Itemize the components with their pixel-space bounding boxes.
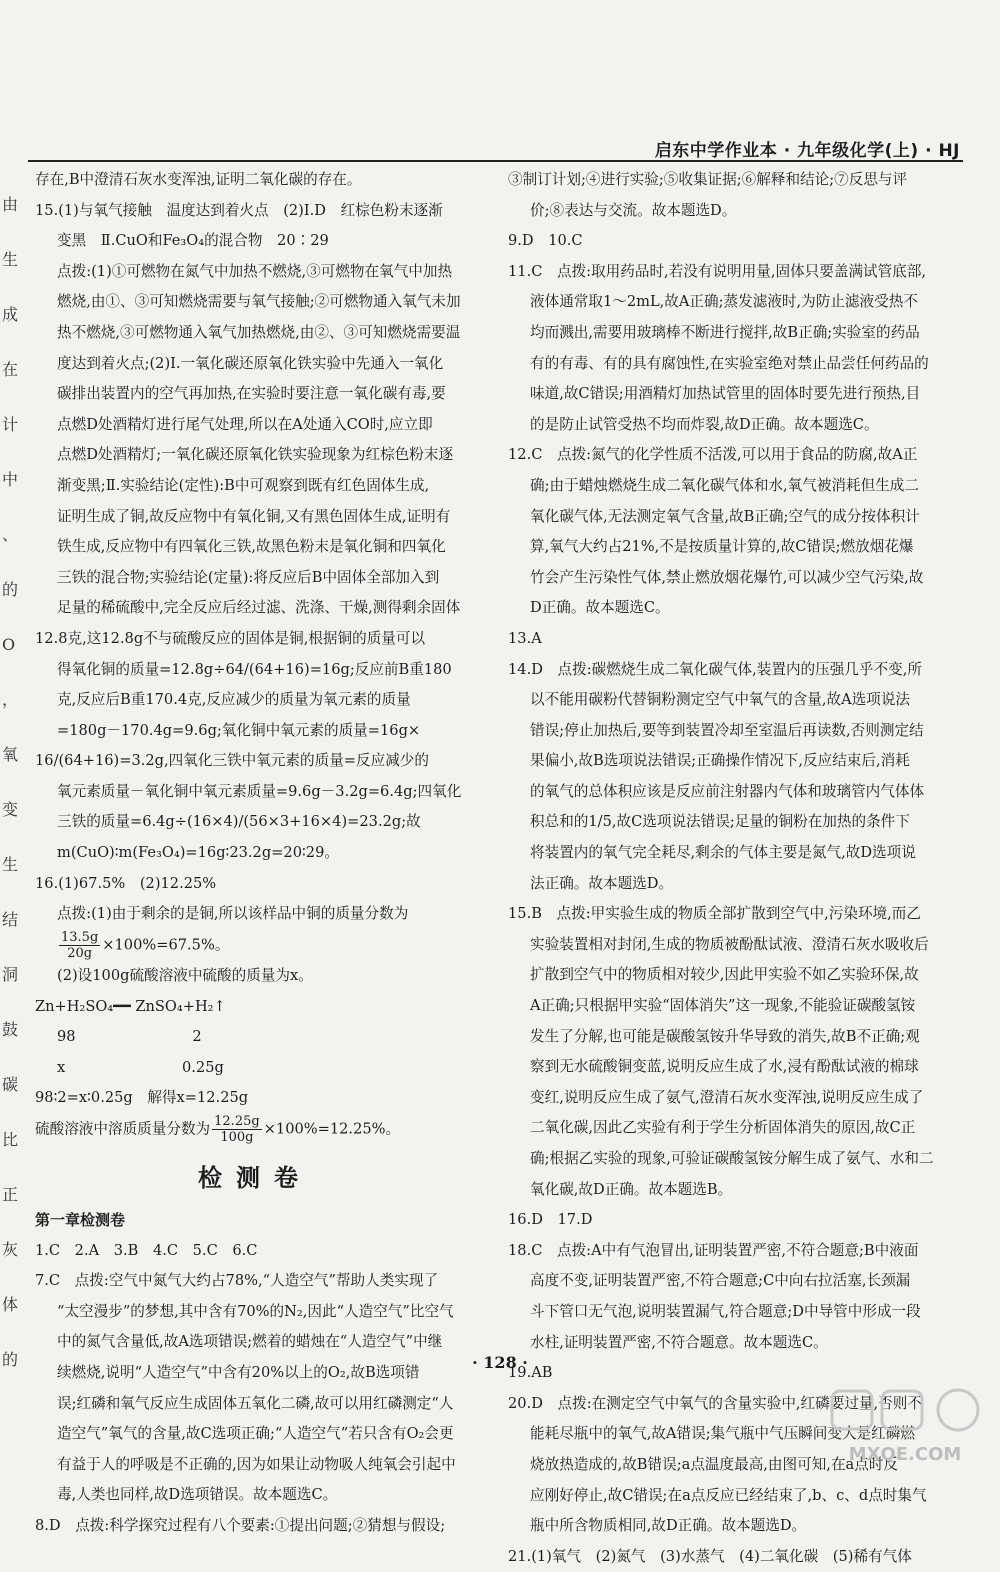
text-line: 以不能用碳粉代替铜粉测定空气中氧气的含量,故A选项说法: [530, 691, 911, 709]
text-line: 11.C 点拨:取用药品时,若没有说明用量,固体只要盖满试管底部,: [508, 262, 927, 280]
text-line: 18.C 点拨:A中有气泡冒出,证明装置严密,不符合题意;B中液面: [508, 1241, 919, 1259]
text-line: 氧化碳气体,无法测定氧气含量,故B正确;空气的成分按体积计: [530, 507, 920, 525]
text-line: 15.(1)与氧气接触 温度达到着火点 (2)Ⅰ.D 红棕色粉末逐渐: [35, 201, 443, 219]
margin-char: 生: [2, 855, 19, 874]
text-line: m(CuO)∶m(Fe₃O₄)=16g∶23.2g=20∶29。: [57, 844, 339, 862]
text-line: 造空气”氧气的含量,故C选项正确;“人造空气”若只含有O₂会更: [57, 1425, 454, 1443]
margin-char: 氧: [2, 745, 19, 764]
text-line: 铁生成,反应物中有四氧化三铁,故黑色粉末是氧化铜和四氧化: [57, 538, 446, 556]
text-line: 变红,说明反应生成了氨气,澄清石灰水变浑浊,说明反应生成了: [530, 1088, 924, 1106]
margin-char: 成: [2, 305, 19, 324]
text-line: 竹会产生污染性气体,禁止燃放烟花爆竹,可以减少空气污染,故: [530, 568, 924, 586]
text-line: 15.B 点拨:甲实验生成的物质全部扩散到空气中,污染环境,而乙: [508, 905, 921, 923]
header-rule: [28, 160, 963, 162]
fraction-numerator: 12.25g: [214, 1113, 260, 1129]
running-header: 启东中学作业本 · 九年级化学(上) · HJ: [654, 141, 960, 161]
margin-char: 生: [2, 250, 19, 269]
text-line: 扩散到空气中的物质相对较少,因此甲实验不如乙实验环保,故: [530, 966, 919, 984]
margin-char: 的: [2, 1350, 19, 1369]
margin-char: 的: [2, 580, 19, 599]
text-line: 确;由于蜡烛燃烧生成二氧化碳气体和水,氧气被消耗但生成二: [530, 476, 919, 494]
fraction-denominator: 20g: [67, 945, 93, 961]
text-line: 实验装置相对封闭,生成的物质被酚酞试液、澄清石灰水吸收后: [530, 935, 929, 953]
text-line: 氧化碳,故D正确。故本题选B。: [530, 1180, 733, 1198]
text-line: 热不燃烧,③可燃物通入氧气加热燃烧,由②、③可知燃烧需要温: [57, 323, 461, 341]
margin-char: 碳: [2, 1075, 19, 1094]
margin-char: 由: [2, 195, 19, 214]
margin-char: 正: [2, 1185, 19, 1204]
text-line: 斗下管口无气泡,说明装置漏气,符合题意;D中导管中形成一段: [530, 1302, 921, 1320]
text-line: 12.8克,这12.8g不与硫酸反应的固体是铜,根据铜的质量可以: [35, 629, 426, 647]
watermark-text: MXQE.COM: [848, 1444, 962, 1465]
text-line: 碳排出装置内的空气再加热,在实验时要注意一氧化碳有毒,要: [57, 385, 446, 403]
text-line: 的氧气的总体积应该是反应前注射器内气体和玻璃管内气体体: [530, 782, 925, 800]
percentage-head: 硫酸溶液中溶质质量分数为: [35, 1120, 211, 1138]
text-line: 续燃烧,说明“人造空气”中含有20%以上的O₂,故B选项错: [57, 1363, 420, 1381]
text-line: 将装置内的氧气完全耗尽,剩余的气体主要是氮气,故D选项说: [530, 844, 916, 862]
fraction-numerator: 13.5g: [61, 929, 99, 945]
text-line: 二氧化碳,因此乙实验有利于学生分析固体消失的原因,故C正: [530, 1119, 916, 1137]
left-column: [35, 165, 475, 1542]
text-line: 渐变黑;Ⅱ.实验结论(定性):B中可观察到既有红色固体生成,: [57, 476, 430, 494]
text-line: 克,反应后B重170.4克,反应减少的质量为氧元素的质量: [57, 691, 411, 709]
margin-char: 变: [2, 800, 19, 819]
text-line: 足量的稀硫酸中,完全反应后经过滤、洗涤、干燥,测得剩余固体: [57, 599, 461, 617]
text-line: 12.C 点拨:氮气的化学性质不活泼,可以用于食品的防腐,故A正: [508, 446, 918, 464]
solve-line: 98∶2=x∶0.25g 解得x=12.25g: [35, 1089, 249, 1107]
text-line: 价;⑧表达与交流。故本题选D。: [530, 201, 737, 219]
q16-frac-line: [35, 930, 475, 961]
margin-char: 体: [2, 1295, 19, 1314]
left-margin-bleed: [0, 190, 22, 1410]
text-line: ③制订计划;④进行实验;⑤收集证据;⑥解释和结论;⑦反思与评: [508, 171, 908, 188]
margin-char: 灰: [2, 1240, 19, 1259]
chapter-paragraphs: [35, 1236, 475, 1542]
left-paragraphs: [35, 165, 475, 930]
equation-row-unknown: x 0.25g: [57, 1058, 224, 1076]
text-line: A正确;只根据甲实验“固体消失”这一现象,不能验证碳酸氢铵: [530, 997, 916, 1015]
text-line: 三铁的质量=6.4g÷(16×4)/(56×3+16×4)=23.2g;故: [57, 813, 421, 831]
text-line: 16.D 17.D: [508, 1211, 593, 1229]
text-line: 能耗尽瓶中的氧气,故A错误;集气瓶中气压瞬间变大是红磷燃: [530, 1425, 915, 1443]
text-line: 发生了分解,也可能是碳酸氢铵升华导致的消失,故B不正确;观: [530, 1027, 920, 1045]
margin-char: 计: [2, 415, 19, 434]
chemical-equation: Zn+H₂SO₄━━ ZnSO₄+H₂↑: [35, 997, 226, 1015]
margin-char: 、: [2, 525, 19, 544]
text-line: 算,氧气大约占21%,不是按质量计算的,故C错误;燃放烟花爆: [530, 538, 914, 556]
text-line: 证明生成了铜,故反应物中有氧化铜,又有黑色固体生成,证明有: [57, 507, 451, 525]
text-line: 烧放热造成的,故B错误;a点温度最高,由图可知,在a点时反: [530, 1455, 899, 1473]
text-line: 中的氮气含量低,故A选项错误;燃着的蜡烛在“人造空气”中继: [57, 1333, 443, 1351]
text-line: 点燃D处酒精灯;一氧化碳还原氧化铁实验现象为红棕色粉末逐: [57, 446, 454, 464]
margin-char: 中: [2, 470, 19, 489]
fraction-denominator: 100g: [220, 1129, 254, 1145]
chapter-title: 第一章检测卷: [35, 1211, 126, 1229]
text-line: 20.D 点拨:在测定空气中氧气的含量实验中,红磷要过量,否则不: [508, 1394, 922, 1412]
text-line: 毒,人类也同样,故D选项错误。故本题选C。: [57, 1486, 338, 1504]
text-line: 积总和的1/5,故C选项说法错误;足量的铜粉在加热的条件下: [530, 813, 910, 831]
text-line: 错误;停止加热后,要等到装置冷却至室温后再读数,否则测定结: [530, 721, 924, 739]
text-line: 度达到着火点;(2)Ⅰ.一氧化碳还原氧化铁实验中先通入一氧化: [57, 354, 444, 372]
margin-char: 鼓: [2, 1020, 19, 1039]
watermark: [820, 1385, 990, 1465]
text-line: 得氧化铜的质量=12.8g÷64/(64+16)=16g;反应前B重180: [57, 660, 452, 678]
text-line: 14.D 点拨:碳燃烧生成二氧化碳气体,装置内的压强几乎不变,所: [508, 660, 922, 678]
text-line: 19.AB: [508, 1364, 553, 1382]
fraction: [59, 930, 100, 961]
margin-char: 在: [2, 360, 19, 379]
text-line: 13.A: [508, 629, 542, 647]
text-line: D正确。故本题选C。: [530, 599, 670, 617]
margin-char: ，: [2, 690, 19, 709]
margin-char: 结: [2, 910, 19, 929]
text-line: 7.C 点拨:空气中氮气大约占78%,“人造空气”帮助人类实现了: [35, 1272, 439, 1290]
text-line: 有益于人的呼吸是不正确的,因为如果让动物吸人纯氧会引起中: [57, 1455, 456, 1473]
text-line: 存在,B中澄清石灰水变浑浊,证明二氧化碳的存在。: [35, 171, 362, 188]
watermark-logo-icon: [830, 1385, 990, 1435]
text-line: 察到无水硫酸铜变蓝,说明反应生成了水,浸有酚酞试液的棉球: [530, 1058, 919, 1076]
text-line: 误;红磷和氧气反应生成固体五氧化二磷,故可以用红磷测定“人: [57, 1394, 454, 1412]
fraction-tail: ×100%=12.25%。: [263, 1120, 401, 1138]
text-line: 水柱,证明装置严密,不符合题意。故本题选C。: [530, 1333, 828, 1351]
text-line: 瓶中所含物质相同,故D正确。故本题选D。: [530, 1517, 807, 1535]
text-line: 16.(1)67.5% (2)12.25%: [35, 874, 217, 892]
text-line: 燃烧,由①、③可知燃烧需要与氧气接触;②可燃物通入氧气未加: [57, 293, 461, 311]
q16-line2: (2)设100g硫酸溶液中硫酸的质量为x。: [57, 966, 313, 984]
text-line: 应刚好停止,故C错误;在a点反应已经结束了,b、c、d点时集气: [530, 1486, 927, 1504]
margin-char: 洞: [2, 965, 19, 984]
text-line: 确;根据乙实验的现象,可验证碳酸氢铵分解生成了氨气、水和二: [530, 1150, 934, 1167]
text-line: 8.D 点拨:科学探究过程有八个要素:①提出问题;②猜想与假设;: [35, 1516, 446, 1534]
fraction-tail: ×100%=67.5%。: [102, 936, 230, 954]
text-line: 1.C 2.A 3.B 4.C 5.C 6.C: [35, 1241, 258, 1259]
text-line: 有的有毒、有的具有腐蚀性,在实验室绝对禁止品尝任何药品的: [530, 354, 929, 372]
text-line: 9.D 10.C: [508, 232, 583, 250]
fraction: [212, 1114, 262, 1145]
text-line: 高度不变,证明装置严密,不符合题意;C中向右拉活塞,长颈漏: [530, 1272, 911, 1290]
text-line: 氧元素质量－氧化铜中氧元素质量=9.6g－3.2g=6.4g;四氧化: [57, 782, 462, 800]
text-line: 点燃D处酒精灯进行尾气处理,所以在A处通入CO时,应立即: [57, 415, 433, 433]
page-number: · 128 ·: [472, 1353, 528, 1372]
text-line: 均而溅出,需要用玻璃棒不断进行搅拌,故B正确;实验室的药品: [530, 323, 920, 341]
text-line: 点拨:(1)①可燃物在氮气中加热不燃烧,③可燃物在氧气中加热: [57, 262, 453, 280]
text-line: 味道,故C错误;用酒精灯加热试管里的固体时要先进行预热,目: [530, 385, 921, 403]
text-line: 三铁的混合物;实验结论(定量):将反应后B中固体全部加入到: [57, 568, 440, 586]
text-line: =180g－170.4g=9.6g;氧化铜中氧元素的质量=16g×: [57, 721, 421, 739]
text-line: 法正确。故本题选D。: [530, 874, 674, 892]
text-line: 变黑 Ⅱ.CuO和Fe₃O₄的混合物 20∶29: [57, 232, 329, 250]
percentage-line: [35, 1114, 475, 1145]
text-line: 液体通常取1～2mL,故A正确;蒸发滤液时,为防止滤液受热不: [530, 293, 918, 311]
text-line: 16/(64+16)=3.2g,四氧化三铁中氧元素的质量=反应减少的: [35, 752, 429, 770]
text-line: 的是防止试管受热不均而炸裂,故D正确。故本题选C。: [530, 415, 879, 433]
text-line: 21.(1)氧气 (2)氮气 (3)水蒸气 (4)二氧化碳 (5)稀有气体: [508, 1547, 912, 1565]
section-title: 检测卷: [198, 1163, 312, 1192]
text-line: “太空漫步”的梦想,其中含有70%的N₂,因此“人造空气”比空气: [57, 1302, 454, 1320]
text-line: 果偏小,故B选项说法错误;正确操作情况下,反应结束后,消耗: [530, 752, 910, 770]
text-line: 点拨:(1)由于剩余的是铜,所以该样品中铜的质量分数为: [57, 905, 409, 923]
margin-char: O: [2, 635, 16, 654]
margin-char: 比: [2, 1130, 19, 1149]
equation-row-mass: 98 2: [57, 1028, 202, 1046]
